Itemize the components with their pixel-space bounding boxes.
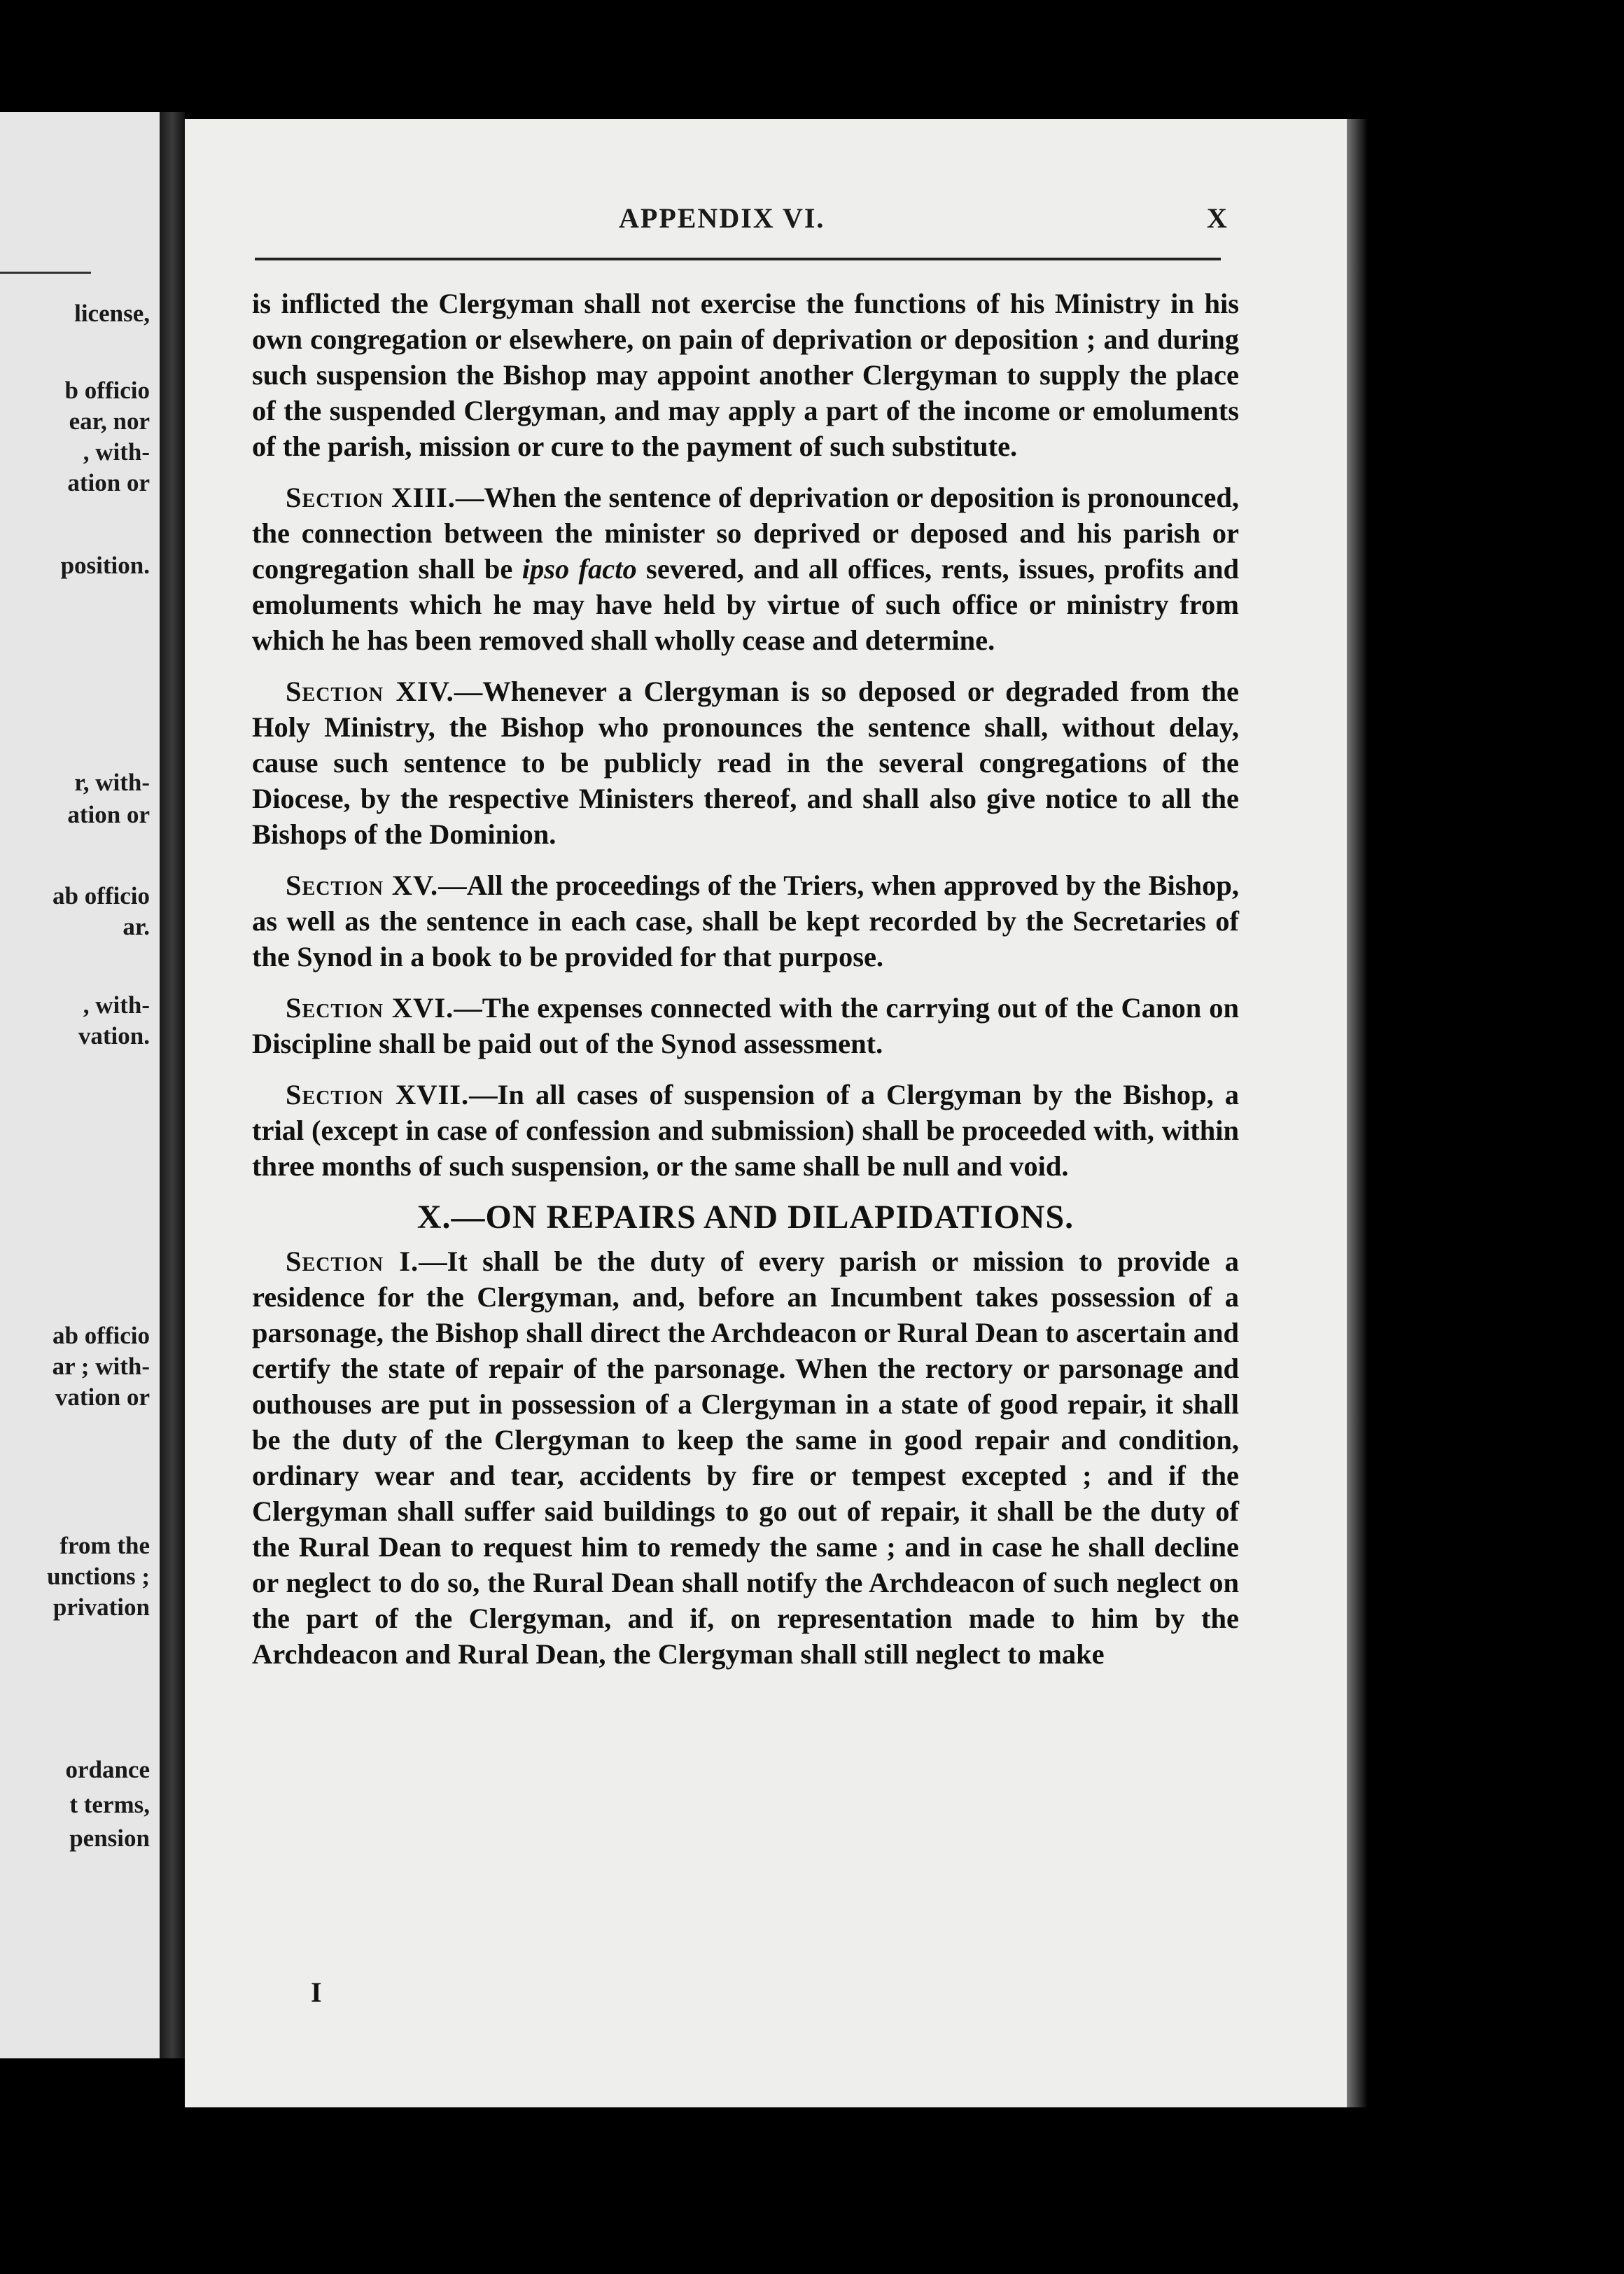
previous-page-line: pension [69,1825,150,1852]
previous-page-line: ar ; with- [52,1353,150,1380]
section-label: Section XVII. [286,1079,470,1110]
page-body [252,286,1239,1687]
previous-page-line: unctions ; [47,1563,150,1590]
previous-page-line: r, with- [74,769,150,796]
previous-page-line: position. [60,552,150,579]
section-xv [252,867,1239,975]
previous-page-line: ation or [67,801,150,828]
section-text: —Whenever a Clergyman is so deposed or degraded from the Holy Ministry, the Bishop who pronounces the sentence shall, without delay, cause such sentence to be publicly read in the several congregations of the Diocese, by the respective Ministers thereof, and shall also give notice to all the Bishops of the Dominion. [252,676,1239,850]
page-number: X [1207,202,1227,234]
header-rule [255,258,1221,260]
previous-page-fragment [0,112,160,2058]
previous-page-rule [0,272,91,274]
previous-page-line: , with- [83,991,150,1019]
paragraph-continuation: is inflicted the Clergyman shall not exercise the functions of his Ministry in his own congregation or elsewhere, on pain of deprivation or deposition ; and during such suspension the Bishop may appoint another Clergyman to supply the place of the suspended Clergyman, and may apply a part of the income or emoluments of the parish, mission or cure to the payment of such substitute. [252,288,1239,462]
book-gutter [160,112,185,2058]
section-xiii [252,480,1239,658]
section-text: —In all cases of suspension of a Clergyman by the Bishop, a trial (except in case of confession and submission) shall be proceeded with, within three months of such suspension, or the same shall be null and void. [252,1079,1239,1182]
section-label: Section I. [286,1246,419,1277]
page-header [185,202,1347,244]
section-label: Section XIII. [286,482,456,513]
section-xiv [252,674,1239,852]
section-text: —All the proceedings of the Triers, when approved by the Bishop, as well as the sentence in each case, shall be kept recorded by the Secretaries of the Synod in a book to be provided for that purpose. [252,870,1239,972]
section-label: Section XVI. [286,992,454,1024]
section-heading: X.—ON REPAIRS AND DILAPIDATIONS. [416,1199,1074,1236]
section-label: Section XIV. [286,676,454,707]
section-text: —When the sentence of deprivation or deposition is pronounced, the connection between the minister so deprived or deposed and his parish or congregation shall be [252,482,1239,585]
section-label: Section XV. [286,870,439,901]
previous-page-line: , with- [83,438,150,466]
section-xvii [252,1077,1239,1184]
previous-page-line: ab officio [52,882,150,909]
previous-page-line: ar. [122,913,150,940]
previous-page-line: ordance [65,1756,150,1783]
previous-page-line: vation or [55,1383,150,1411]
previous-page-line: vation. [78,1022,150,1049]
previous-page-line: license, [74,300,150,327]
previous-page-line: from the [59,1532,150,1559]
section-text: —The expenses connected with the carrying out of the Canon on Discipline shall be paid out of the Synod assessment. [252,992,1239,1059]
previous-page-line: privation [52,1593,150,1621]
section-i [252,1243,1239,1672]
previous-page-line: ab officio [52,1322,150,1349]
previous-page-line: ation or [67,469,150,496]
signature-mark: I [311,1976,322,2008]
previous-page-line: ear, nor [69,407,150,435]
page-edge-shadow [1347,119,1368,2107]
italic-phrase: ipso facto [522,553,637,585]
previous-page-line: b officio [64,377,150,404]
previous-page-line: t terms, [69,1791,150,1818]
document-page [185,119,1347,2107]
section-text: severed, and all offices, rents, issues, profits and emoluments which he may have held by virtue of such office or ministry from which he has been removed shall wholly cease and determine. [252,553,1239,656]
section-xvi [252,990,1239,1061]
section-text: —It shall be the duty of every parish or mission to provide a residence for the Clergyman, and, before an Incumbent takes possession of a parsonage, the Bishop shall direct the Archdeacon or Rural Dean to ascertain and certify the state of repair of the parsonage. When the rectory or parsonage and outhouses are put in possession of a Clergyman in a state of good repair, it shall be the duty of the Clergyman to keep the same in good repair and condition, ordinary wear and tear, accidents by fire or tempest excepted ; and if the Clergyman shall suffer said buildings to go out of repair, it shall be the duty of the Rural Dean to request him to remedy the same ; and in case he shall decline or neglect to do so, the Rural Dean shall notify the Archdeacon of such neglect on the part of the Clergyman, and if, on representation made to him by the Archdeacon and Rural Dean, the Clergyman shall still neglect to make [252,1246,1239,1670]
running-head: APPENDIX VI. [619,202,825,234]
